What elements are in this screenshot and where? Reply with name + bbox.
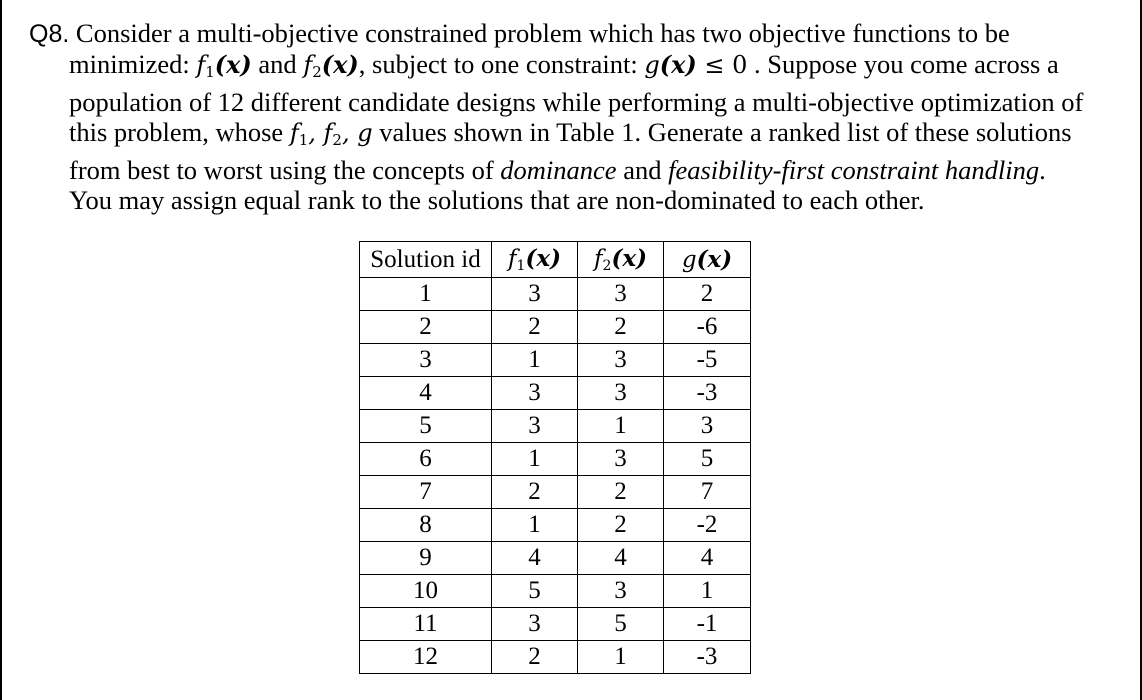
cell-f1: 3 xyxy=(492,410,578,443)
cell-g: -3 xyxy=(664,641,751,674)
solutions-table xyxy=(359,241,751,674)
cell-f1: 3 xyxy=(492,377,578,410)
table-row xyxy=(360,311,751,344)
cell-g: 1 xyxy=(664,575,751,608)
constraint-expression: g(x) ≤ 0 xyxy=(644,50,748,79)
cell-g: -3 xyxy=(664,377,751,410)
table-header-row xyxy=(360,242,751,278)
cell-f2: 3 xyxy=(578,575,664,608)
question-line-3: population of 12 different candidate designs while performing a multi-objective optimization of xyxy=(69,87,1084,117)
cell-f1: 3 xyxy=(492,608,578,641)
cell-f1: 4 xyxy=(492,542,578,575)
cell-solution-id: 11 xyxy=(360,608,492,641)
table-body xyxy=(360,278,751,674)
cell-f2: 2 xyxy=(578,476,664,509)
question-line-1: Q8. Consider a multi-objective constrained problem which has two objective functions to be xyxy=(29,18,1010,48)
header-f2: $f_2(x)$ xyxy=(578,242,664,278)
question-text xyxy=(29,18,1124,215)
header-g: g(x) xyxy=(664,242,751,278)
question-line-4: this problem, whose $f_1$, $f_2$, g values shown in Table 1. Generate a ranked list of these solutions xyxy=(69,117,1072,149)
cell-solution-id: 7 xyxy=(360,476,492,509)
table-row xyxy=(360,542,751,575)
question-line-5: from best to worst using the concepts of dominance and feasibility-first constraint handling. xyxy=(69,155,1046,185)
cell-f1: 1 xyxy=(492,443,578,476)
term-feasibility: feasibility-first constraint handling xyxy=(668,155,1040,185)
cell-f2: 2 xyxy=(578,311,664,344)
table-row xyxy=(360,608,751,641)
table-row xyxy=(360,509,751,542)
question-line-6: You may assign equal rank to the solutions that are non-dominated to each other. xyxy=(69,185,925,215)
cell-solution-id: 4 xyxy=(360,377,492,410)
table-row xyxy=(360,641,751,674)
cell-solution-id: 3 xyxy=(360,344,492,377)
question-line-2: minimized: $f_1(x)$ and $f_2(x)$, subject to one constraint: g(x) ≤ 0 . Suppose you come across a xyxy=(69,49,1059,81)
cell-g: 4 xyxy=(664,542,751,575)
header-solution-id: Solution id xyxy=(360,242,492,278)
cell-g: 7 xyxy=(664,476,751,509)
table-row xyxy=(360,575,751,608)
cell-solution-id: 12 xyxy=(360,641,492,674)
cell-f2: 3 xyxy=(578,443,664,476)
cell-solution-id: 1 xyxy=(360,278,492,311)
cell-f1: 1 xyxy=(492,509,578,542)
cell-solution-id: 6 xyxy=(360,443,492,476)
f1-expression: $f_1(x)$ xyxy=(196,50,252,81)
cell-f1: 5 xyxy=(492,575,578,608)
cell-g: -5 xyxy=(664,344,751,377)
table-row xyxy=(360,344,751,377)
cell-solution-id: 10 xyxy=(360,575,492,608)
cell-g: 5 xyxy=(664,443,751,476)
cell-f1: 2 xyxy=(492,311,578,344)
cell-solution-id: 8 xyxy=(360,509,492,542)
cell-solution-id: 5 xyxy=(360,410,492,443)
cell-f2: 1 xyxy=(578,641,664,674)
cell-f2: 3 xyxy=(578,344,664,377)
cell-f1: 2 xyxy=(492,476,578,509)
table-row xyxy=(360,278,751,311)
cell-solution-id: 9 xyxy=(360,542,492,575)
cell-f2: 3 xyxy=(578,278,664,311)
table-row xyxy=(360,443,751,476)
cell-f1: 3 xyxy=(492,278,578,311)
cell-f1: 2 xyxy=(492,641,578,674)
cell-f2: 2 xyxy=(578,509,664,542)
table-row xyxy=(360,476,751,509)
term-dominance: dominance xyxy=(500,155,617,185)
f2-expression: $f_2(x)$ xyxy=(303,50,359,81)
values-expression: $f_1$, $f_2$, g xyxy=(289,119,373,149)
cell-g: 2 xyxy=(664,278,751,311)
cell-f2: 4 xyxy=(578,542,664,575)
cell-g: -6 xyxy=(664,311,751,344)
question-label: Q8. xyxy=(29,20,70,48)
cell-g: -1 xyxy=(664,608,751,641)
table-row xyxy=(360,377,751,410)
cell-f1: 1 xyxy=(492,344,578,377)
cell-f2: 3 xyxy=(578,377,664,410)
cell-solution-id: 2 xyxy=(360,311,492,344)
cell-g: 3 xyxy=(664,410,751,443)
cell-f2: 5 xyxy=(578,608,664,641)
cell-f2: 1 xyxy=(578,410,664,443)
header-f1: $f_1(x)$ xyxy=(492,242,578,278)
cell-g: -2 xyxy=(664,509,751,542)
table-row xyxy=(360,410,751,443)
